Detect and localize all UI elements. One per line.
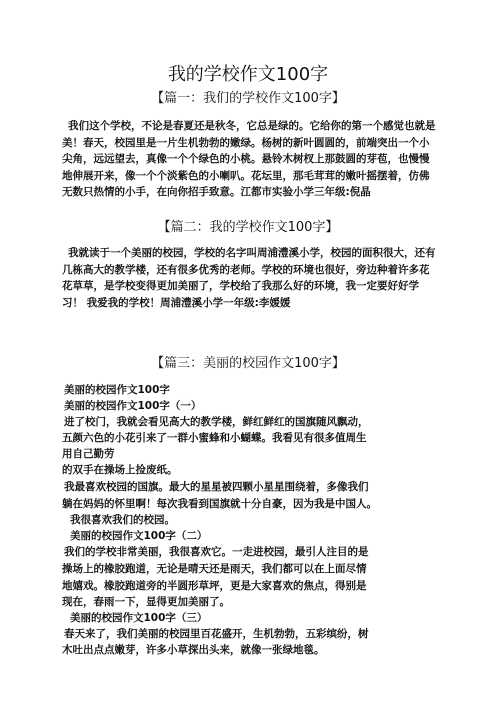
section-heading-1: 【篇一：我们的学校作文100字】 [151,91,345,106]
text-line: 五颜六色的小花引来了一群小蜜蜂和小蝴蝶。我看见有很多值周生 [62,432,367,444]
text-line: 操场上的橡胶跑道，无论是晴天还是雨天，我们都可以在上面尽情 [62,563,367,575]
text-line: 我很喜欢我们的校园。 [70,514,175,526]
section-heading-3: 【篇三：美丽的校园作文100字】 [151,356,345,371]
text-line: 春天来了，我们美丽的校园里百花盛开，生机勃勃，五彩缤纷，树 [64,628,369,640]
text-line: 美丽的校园作文100字（二） [70,530,208,542]
text-line: 躺在妈妈的怀里啊！每次我看到国旗就十分自豪，因为我是中国人。 [62,498,377,510]
text-line: 地嬉戏。橡胶跑道旁的半圆形草坪，更是大家喜欢的焦点，得别是 [62,580,367,592]
text-line: 美丽的校园作文100字（三） [70,612,208,624]
text-line: 美丽的校园作文100字 [64,384,170,396]
document-title: 我的学校作文100字 [167,64,329,85]
text-line: 我们的学校非常美丽，我很喜欢它。一走进校园，最引人注目的是 [64,546,369,558]
section-heading-2: 【篇二：我的学校作文100字】 [157,220,339,235]
text-line: 现在，春雨一下，显得更加美丽了。 [62,596,230,608]
text-line: 用自己勤劳 [62,448,115,460]
text-line: 美丽的校园作文100字（一） [64,400,202,412]
text-line: 的双手在操场上捡废纸。 [62,464,178,476]
section-paragraph-2: 我就读于一个美丽的校园，学校的名字叫周浦澧溪小学，校园的面积很大，还有几栋高大的教学楼，还有很多优秀的老师。学校的环境也很好，旁边种着许多花花草草，是学校变得更加美丽了，学校给了我那么好的环境，我一定要好好学习！ 我爱我的学校！周浦澧溪小学一年级:李媛媛 [62,247,436,309]
section-paragraph-1: 我们这个学校，不论是春夏还是秋冬，它总是绿的。它给你的第一个感觉也就是美！春天，校园里是一片生机勃勃的嫩绿。杨树的新叶圆圆的，前端突出一个小尖角，远远望去，真像一个个绿色的小桃。悬铃木树杈上那鼓圆的芽苞，也慢慢地伸展开来，像一个个淡紫色的小喇叭。花坛里，那毛茸茸的嫩叶摇摆着，仿佛无数只热情的小手，在向你招手致意。江都市实验小学三年级:倪晶 [62,120,436,199]
text-line: 我最喜欢校园的国旗。最大的星星被四颗小星星围绕着，多像我们 [64,481,369,493]
text-line: 进了校门，我就会看见高大的教学楼，鲜红鲜红的国旗随风飘动， [64,416,369,428]
text-line: 木吐出点点嫩芽，许多小草探出头来，就像一张绿地毯。 [62,644,325,656]
